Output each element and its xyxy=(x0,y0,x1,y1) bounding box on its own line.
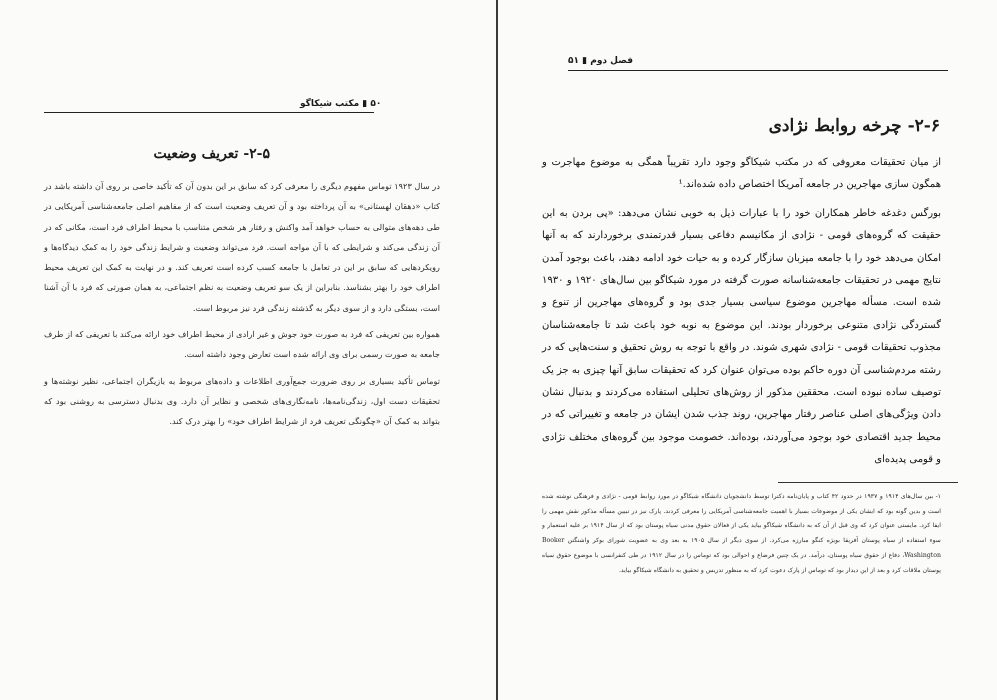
paragraph: در سال ۱۹۲۳ توماس مفهوم دیگری را معرفی کرد که سابق بر این بدون آن که تأکید خاصی بر روی آن داشته باشد در کتاب «دهقان لهستانی» به آن پرداخته بود و آن تعریف وضعیت است که از مفاهیم اصلی جامعه‌شناسی آمریکایی در طی دهه‌های متوالی به حساب خواهد آمد واکنش و رفتار هر شخص متناسب با محیط اطراف فرد است، مکانی که در آن زندگی می‌کند و شرایطی که با آن مواجه است. فرد می‌تواند وضعیت و شرایط زندگی خود را به کمک دیدگاه‌ها و رویکردهایی که سابق بر این در تعامل با جامعه کسب کرده است تعریف کند. و در نهایت به کمک این تعریف محیط اطراف خود را بهتر بشناسد. بنابراین از یک سو تعریف وضعیت به نظم اجتماعی، به همان صورتی که فرد با آن آشنا است، بستگی دارد و از سوی دیگر به گذشته زندگی فرد نیز مربوط است. xyxy=(44,181,441,313)
footnote-rule xyxy=(778,482,958,483)
body-text-right xyxy=(542,152,941,478)
header-rule-right xyxy=(568,70,948,71)
running-head-left: ۵۰ ▮ مکتب شیکاگو xyxy=(300,99,382,109)
paragraph: از میان تحقیقات معروفی که در مکتب شیکاگو وجود دارد تقریباً همگی به موضوع مهاجرت و همگون سازی مهاجرین در جامعه آمریکا اختصاص داده شده‌اند.¹ xyxy=(542,157,941,191)
header-rule-left xyxy=(44,112,374,113)
footnote-text: ۱- بین سال‌های ۱۹۱۴ و ۱۹۳۷ در حدود ۴۲ کتاب و پایان‌نامه دکترا توسط دانشجویان دانشگاه شیکاگو در مورد روابط قومی - نژادی و فرهنگی نوشته شده است و بدین گونه بود که ایشان یکی از موضوعات بسیار با اهمیت جامعه‌شناسی آمریکایی را معرفی کردند. پارک نیز در تبیین مسأله مذکور نقش مهمی را ایفا کرد. مایستی عنوان کرد که وی قبل از آن که به دانشگاه شیکاگو بیاید یکی از فعالان حقوق مدنی سیاه پوستان بود که از سال ۱۹۱۴ بر علیه استعمار و سوء استفاده از سیاه پوستان آفریقا بویژه کنگو مبارزه می‌کرد. از سوی دیگر از سال ۱۹۰۵ به بعد وی به عضویت شورای بوکر واشنگتن Booker Washington، دفاع از حقوق سیاه پوستان، درآمد. در یک چنین فرضاع و احوالی بود که توماس را در سال ۱۹۱۲ در طی کنفرانسی با موضوع حقوق سیاه پوستان ملاقات کرد و بعد از این دیدار بود که توماس از پارک دعوت کرد که به منظور تدریس و تحقیق به دانشگاه شیکاگو بیاید. xyxy=(542,493,941,574)
running-head-right: فصل دوم ▮ ۵۱ xyxy=(568,56,633,66)
left-page xyxy=(0,0,496,700)
section-title-left: ۲-۵- تعریف وضعیت xyxy=(153,146,270,162)
footnote xyxy=(542,490,941,578)
paragraph: توماس تأکید بسیاری بر روی ضرورت جمع‌آوری اطلاعات و داده‌های مربوط به بازیگران اجتماعی، نظیر نوشته‌ها و تحقیقات دست اول، زندگی‌نامه‌ها، نامه‌نگاری‌های شخصی و نظایر آن دارد. وی بدنبال دسترسی به روشنی بود که بتواند به کمک آن «چگونگی تعریف فرد از شرایط اطراف خود» را بهتر درک کند. xyxy=(44,375,440,427)
right-page xyxy=(498,0,997,700)
body-text-left xyxy=(44,176,440,438)
section-title-right: ۲-۶- چرخه روابط نژادی xyxy=(768,116,940,136)
paragraph: همواره بین تعریفی که فرد به صورت خود جوش و غیر ارادی از محیط اطراف خود ارائه می‌کند با تعریفی که از طرف جامعه به صورت رسمی برای وی ارائه شده است تعارض وجود داشته است. xyxy=(44,329,440,360)
paragraph: بورگس دغدغه خاطر همکاران خود را با عبارات ذیل به خوبی نشان می‌دهد: «پی بردن به این حقیقت که گروه‌های قومی - نژادی از مکانیسم دفاعی بسیار قدرتمندی برخوردارند که به آنها امکان می‌دهد خود را با جامعه میزبان سازگار کرده و به حیات خود ادامه دهند، باعث بوجود آمدن نتایج مهمی در تحقیقات جامعه‌شناسانه صورت گرفته در مورد شیکاگو بین سال‌های ۱۹۲۰ و ۱۹۳۰ شده است. مسأله مهاجرین موضوع سیاسی بسیار جدی بود و گروه‌های مهاجرین از تنوع و گستردگی نژادی متنوعی برخوردار بودند. این موضوع به نوبه خود باعث شد تا جامعه‌شناسان مجذوب تحقیقات قومی - نژادی شهری شوند. در واقع با توجه به روش تحقیق و سنت‌هایی که در رشته مردم‌شناسی آن دوره حاکم بوده می‌توان عنوان کرد که تحقیقات سابق آنها چیزی به جز یک توصیف ساده نبوده است. محققین مذکور از روش‌های تحلیلی استفاده می‌کردند و بدنبال نشان دادن ویژگی‌های اصلی عناصر رفتار مهاجرین، روند جذب شدن ایشان در جامعه و تغییراتی که در محیط جدید اقتصادی خود بوجود می‌آوردند، بوده‌اند. خصومت موجود بین گروه‌های مختلف نژادی و قومی پدیده‌ای xyxy=(542,207,941,466)
